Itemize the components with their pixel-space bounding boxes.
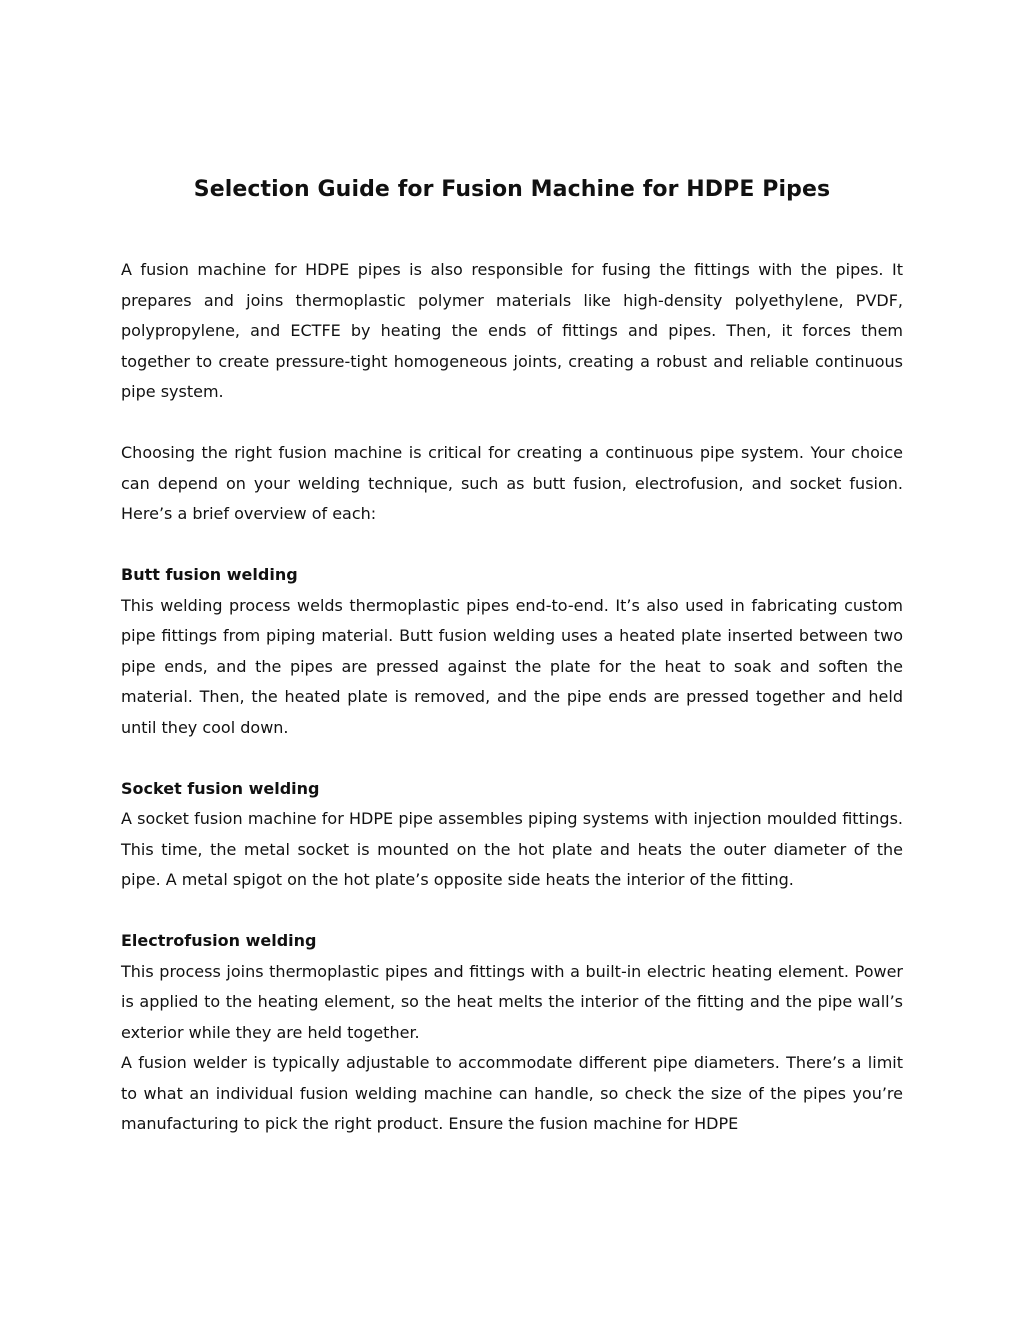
page-title: Selection Guide for Fusion Machine for HDPE Pipes	[193, 177, 831, 202]
document-body	[121, 255, 903, 1140]
section-text: This process joins thermoplastic pipes and fittings with a built-in electric heating element. Power is applied to the heating element, so the heat melts the interior of the fitting and the pipe wall’s exterior while they are held together.	[121, 961, 903, 1042]
intro-paragraph: A fusion machine for HDPE pipes is also responsible for fusing the fittings with the pipes. It prepares and joins thermoplastic polymer materials like high-density polyethylene, PVDF, polypropylene, and ECTFE by heating the ends of fittings and pipes. Then, it forces them together to create pressure-tight homogeneous joints, creating a robust and reliable continuous pipe system.	[121, 260, 903, 401]
section-heading: Butt fusion welding	[121, 565, 298, 584]
paragraph-spacer	[121, 530, 903, 561]
section-butt-fusion	[121, 560, 903, 743]
section-heading: Electrofusion welding	[121, 931, 317, 950]
paragraph-spacer	[121, 408, 903, 439]
choosing-paragraph: Choosing the right fusion machine is critical for creating a continuous pipe system. Your choice can depend on your welding technique, such as butt fusion, electrofusion, and socket fusion. Here’s a brief overview of each:	[121, 443, 903, 523]
section-socket-fusion	[121, 774, 903, 896]
paragraph-spacer	[121, 896, 903, 927]
section-electrofusion	[121, 926, 903, 1048]
section-heading: Socket fusion welding	[121, 778, 320, 798]
closing-paragraph: A fusion welder is typically adjustable to accommodate different pipe diameters. There’s a limit to what an individual fusion welding machine can handle, so check the size of the pipes you’re manufacturing to pick the right product. Ensure the fusion machine for HDPE	[121, 1053, 903, 1133]
section-text: This welding process welds thermoplastic pipes end-to-end. It’s also used in fabricating custom pipe fittings from piping material. Butt fusion welding uses a heated plate inserted between two pipe ends, and the pipes are pressed against the plate for the heat to soak and soften the material. Then, the heated plate is removed, and the pipe ends are pressed together and held until they cool down.	[121, 595, 903, 737]
paragraph-spacer	[121, 743, 903, 774]
section-text: A socket fusion machine for HDPE pipe assembles piping systems with injection moulded fittings. This time, the metal socket is mounted on the hot plate and heats the outer diameter of the pipe. A metal spigot on the hot plate’s opposite side heats the interior of the fitting.	[121, 809, 903, 889]
